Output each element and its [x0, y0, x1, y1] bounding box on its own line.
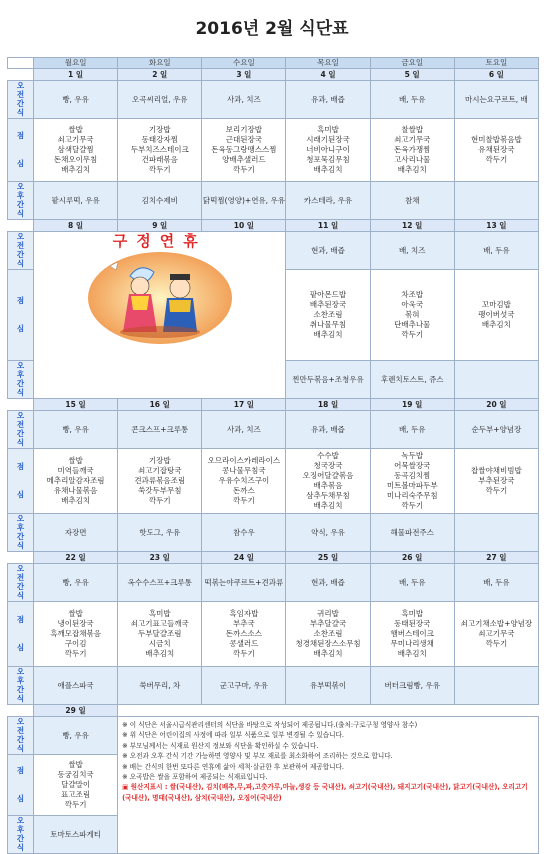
holiday-illustration [34, 246, 285, 346]
menu-item: 흑임자밥 [229, 609, 259, 618]
menu-item: 구이김 [64, 639, 87, 648]
holiday-title: 구정연휴 [112, 232, 207, 250]
spacer-cell [8, 705, 34, 717]
menu-item: 배추김치 [313, 165, 343, 174]
row-label-text: 오전간식 [16, 717, 25, 753]
menu-item: 깍두기 [64, 800, 87, 809]
lunch-cell [118, 449, 202, 514]
pm-snack-cell: 쑥버무리, 차 [118, 667, 202, 705]
menu-item: 쌀밥 [68, 456, 83, 465]
menu-item: 찹쌀야채비빔밥 [471, 466, 522, 475]
am-snack-cell: 배, 두유 [370, 81, 454, 119]
menu-item: 녹두밥 [401, 451, 424, 460]
menu-item: 콩나물무침국 [222, 466, 266, 475]
menu-item: 꼬마김밥 [481, 300, 511, 309]
menu-item: 달걀말이 [61, 780, 91, 789]
menu-item: 깍두기 [485, 639, 508, 648]
row-label-text: 점심 [16, 615, 25, 652]
date-cell: 24 일 [202, 552, 286, 564]
menu-item: 쌀밥 [68, 609, 83, 618]
date-cell: 29 일 [34, 705, 118, 717]
am-snack-cell: 유과, 배즙 [286, 81, 370, 119]
menu-item: 무미나리생채 [390, 639, 434, 648]
pm-snack-cell: 김치수제비 [118, 182, 202, 220]
pm-snack-cell: 토마토스파게티 [34, 816, 118, 854]
menu-item: 취나물무침 [309, 320, 347, 329]
date-cell: 12 일 [370, 220, 454, 232]
menu-item: 배추김치 [313, 649, 343, 658]
pm-snack-cell: 닭떡찜(영양)+연유, 우유 [202, 182, 286, 220]
menu-item: 쇠고기무국 [57, 135, 94, 144]
date-cell: 5 일 [370, 69, 454, 81]
row-label [8, 717, 34, 755]
lunch-cell [454, 270, 538, 361]
am-snack-cell: 현과, 배즙 [286, 564, 370, 602]
menu-item: 배추김치 [61, 165, 91, 174]
lunch-cell [34, 602, 118, 667]
lunch-cell [202, 119, 286, 182]
lunch-cell [118, 119, 202, 182]
pm-snack-cell [454, 182, 538, 220]
row-label-text: 오후간식 [16, 514, 25, 550]
menu-item: 고사리나물 [394, 155, 431, 164]
note-line: ※ 오전과 오후 간식 기간 가능하면 영양사 및 부모 재료를 최소화하여 조리하는 것으로 합니다. [122, 752, 393, 761]
am-snack-cell: 사과, 치즈 [202, 411, 286, 449]
day-header: 토요일 [454, 58, 538, 69]
menu-item: 동곡김치찜 [394, 471, 431, 480]
row-label [8, 602, 34, 667]
menu-item: 오므라이스카레라이스 [207, 456, 281, 465]
spacer-cell [8, 69, 34, 81]
date-cell: 19 일 [370, 399, 454, 411]
lunch-cell [370, 449, 454, 514]
am-snack-cell: 빵, 우유 [34, 81, 118, 119]
am-snack-cell: 배, 두유 [454, 564, 538, 602]
menu-item: 돈까스 [233, 486, 255, 495]
row-label-text: 오후간식 [16, 361, 25, 397]
am-snack-cell: 현과, 배즙 [286, 232, 370, 270]
row-label [8, 564, 34, 602]
row-label-text: 오후간식 [16, 182, 25, 218]
pm-snack-cell [454, 514, 538, 552]
menu-item: 기장밥 [148, 125, 171, 134]
row-label [8, 816, 34, 854]
menu-item: 소찬조림 [313, 629, 343, 638]
menu-item: 차조밥 [401, 290, 424, 299]
menu-item: 두부달걀조림 [137, 629, 182, 638]
menu-item: 배추김치 [481, 320, 511, 329]
lunch-cell [286, 449, 370, 514]
am-snack-cell: 배, 두유 [370, 564, 454, 602]
pm-snack-cell: 애플스파국 [34, 667, 118, 705]
spacer-cell [8, 220, 34, 232]
menu-item: 배추김치 [313, 501, 343, 510]
day-header: 화요일 [118, 58, 202, 69]
pm-snack-cell: 참수우 [202, 514, 286, 552]
blank-cell [118, 705, 539, 717]
menu-item: 깍두기 [233, 165, 255, 174]
menu-item: 냉이된장국 [57, 619, 94, 628]
lunch-cell [286, 119, 370, 182]
row-label [8, 232, 34, 270]
lunch-cell [286, 602, 370, 667]
menu-item: 동태된장국 [394, 619, 431, 628]
date-cell: 9 일 [118, 220, 202, 232]
row-label [8, 667, 34, 705]
pm-snack-cell: 버터크림빵, 우유 [370, 667, 454, 705]
am-snack-cell: 순두부+양념장 [454, 411, 538, 449]
menu-item: 돈까스소스 [225, 629, 262, 638]
am-snack-cell: 오곡씨리얼, 우유 [118, 81, 202, 119]
menu-item: 쇠고기표고들깨국 [130, 619, 189, 628]
menu-item: 팥아몬드밥 [309, 290, 347, 299]
menu-item: 깍두기 [148, 496, 171, 505]
menu-item: 시금치 [148, 639, 171, 648]
lunch-cell [454, 602, 538, 667]
menu-item: 깍두기 [485, 486, 508, 495]
menu-item: 배추김치 [313, 330, 343, 339]
menu-item: 두부치즈스테이크 [130, 145, 189, 154]
am-snack-cell: 배, 두유 [370, 411, 454, 449]
menu-item: 돈육가쟁찜 [394, 145, 431, 154]
menu-item: 배추김치 [397, 165, 427, 174]
date-cell: 18 일 [286, 399, 370, 411]
spacer-cell [8, 552, 34, 564]
menu-item: 미트볼마파두부 [386, 481, 438, 490]
pm-snack-cell: 찐만두볶음+조청우유 [286, 361, 370, 399]
row-label-text: 오전간식 [16, 564, 25, 600]
date-cell: 25 일 [286, 552, 370, 564]
lunch-cell [202, 449, 286, 514]
date-cell: 17 일 [202, 399, 286, 411]
menu-item: 흑미밥 [148, 609, 171, 618]
am-snack-cell: 콘크스프+크루통 [118, 411, 202, 449]
row-label [8, 182, 34, 220]
note-line: ※ 이 식단은 서울시급식관리센터의 식단을 바탕으로 작성되어 제공됩니다.(출처:구로구청 영양사 참수) [122, 721, 418, 729]
menu-item: 깍두기 [148, 165, 171, 174]
menu-item: 동궁김치국 [57, 770, 94, 779]
note-line: ※ 부모님께서는 식재료 원산지 정보와 식단을 확인하실 수 있습니다. [122, 741, 319, 750]
menu-item: 시래기된장국 [306, 135, 350, 144]
row-label [8, 755, 34, 816]
menu-item: 삼색달걀찜 [57, 145, 94, 154]
row-label [8, 514, 34, 552]
menu-item: 쌀밥 [68, 760, 83, 769]
menu-table [7, 57, 539, 854]
menu-item: 햄버스테이크 [390, 629, 434, 638]
pm-snack-cell: 후렌치토스트, 쥬스 [370, 361, 454, 399]
menu-item: 배추김치 [145, 649, 175, 658]
row-label-text: 오후간식 [16, 667, 25, 703]
date-cell: 22 일 [34, 552, 118, 564]
date-cell: 26 일 [370, 552, 454, 564]
date-cell: 20 일 [454, 399, 538, 411]
date-cell: 1 일 [34, 69, 118, 81]
menu-item: 청경채된장스소무침 [295, 639, 361, 648]
lunch-cell [370, 119, 454, 182]
menu-item: 유채된장국 [478, 145, 515, 154]
lunch-cell [202, 602, 286, 667]
menu-item: 보리기장밥 [225, 125, 262, 134]
pm-snack-cell: 군고구마, 우유 [202, 667, 286, 705]
menu-item: 오징어달걀볶음 [302, 471, 354, 480]
day-header: 수요일 [202, 58, 286, 69]
menu-item: 건파래볶음 [141, 155, 178, 164]
am-snack-cell: 배, 치즈 [370, 232, 454, 270]
menu-item: 현미찰밥볶음밥 [471, 135, 522, 144]
am-snack-cell: 사과, 치즈 [202, 81, 286, 119]
menu-item: 쇠고기무국 [478, 629, 515, 638]
row-label-text: 오후간식 [16, 816, 25, 852]
menu-item: 양배추샐러드 [222, 155, 266, 164]
menu-item: 삼추두채무침 [306, 491, 350, 500]
holiday-cell [34, 232, 286, 399]
row-label-text: 점심 [16, 131, 25, 168]
corner-cell [8, 58, 34, 69]
menu-item: 찰쌀밥 [401, 125, 424, 134]
pm-snack-cell: 해물파전주스 [370, 514, 454, 552]
menu-item: 깍두기 [401, 501, 424, 510]
menu-item: 깍두기 [401, 330, 424, 339]
menu-item: 수수밥 [317, 451, 339, 460]
lunch-cell [34, 449, 118, 514]
am-snack-cell: 빵, 우유 [34, 564, 118, 602]
menu-item: 깍두기 [233, 496, 255, 505]
menu-item: 쇠고기무국 [394, 135, 431, 144]
am-snack-cell: 옥수수스프+크루통 [118, 564, 202, 602]
am-snack-cell: 떡볶는야쿠르트+견과류 [202, 564, 286, 602]
lunch-cell [286, 270, 370, 361]
row-label [8, 81, 34, 119]
menu-item: 흑깨모잡채볶음 [50, 629, 101, 638]
pm-snack-cell: 참채 [370, 182, 454, 220]
menu-item: 흑미밥 [317, 125, 339, 134]
menu-item: 배추김치 [397, 649, 427, 658]
lunch-cell [118, 602, 202, 667]
menu-item: 메추리알감자조림 [46, 476, 105, 485]
day-header: 목요일 [286, 58, 370, 69]
menu-item: 부추국 [233, 619, 255, 628]
pm-snack-cell: 핫도그, 우유 [118, 514, 202, 552]
date-cell: 3 일 [202, 69, 286, 81]
menu-item: 너비아니구이 [306, 145, 350, 154]
menu-item: 어묵쌀장국 [394, 461, 431, 470]
row-label-text: 점심 [16, 766, 25, 803]
menu-item: 쇠고기잡탕국 [137, 466, 182, 475]
lunch-cell [454, 449, 538, 514]
date-cell: 16 일 [118, 399, 202, 411]
date-cell: 13 일 [454, 220, 538, 232]
menu-item: 청포묵김무침 [306, 155, 350, 164]
row-label [8, 119, 34, 182]
spacer-cell [8, 399, 34, 411]
note-line: ※ 오곡밥은 쌀을 포함하여 제공되는 식재료입니다. [122, 773, 268, 782]
pm-snack-cell: 약식, 우유 [286, 514, 370, 552]
lunch-cell [34, 755, 118, 816]
menu-item: 배추볶음 [313, 481, 343, 490]
pm-snack-cell: 팥시루떡, 우유 [34, 182, 118, 220]
menu-item: 쇠고기채소밥+양념장 [460, 619, 533, 628]
menu-item: 흑미밥 [401, 609, 424, 618]
menu-item: 아욱국 [401, 300, 424, 309]
note-line: ※ 위 식단은 어린이집의 사정에 따라 일부 식품으로 일부 변경될 수 있습니다. [122, 731, 344, 740]
row-label-text: 오전간식 [16, 81, 25, 117]
menu-item: 깍두기 [485, 155, 508, 164]
origin-line: ▣ 원산지표시 : 쌀(국내산), 김치(배추,무,파,고춧가루,마늘,생강 등 국내산), 쇠고기(국내산), 돼지고기(국내산), 닭고기(국내산), 오리고기(국내산), 명태(국내산), 삼치(국내산), 오징어(국내산) [122, 783, 528, 802]
date-cell: 11 일 [286, 220, 370, 232]
lunch-cell [34, 119, 118, 182]
menu-item: 근대된장국 [225, 135, 262, 144]
menu-item: 유채나물볶음 [53, 486, 98, 495]
menu-item: 부추달걀국 [309, 619, 347, 628]
menu-item: 귀리밥 [317, 609, 339, 618]
am-snack-cell: 빵, 우유 [34, 411, 118, 449]
row-label-text: 오전간식 [16, 232, 25, 268]
menu-item: 볶혀 [404, 310, 420, 319]
page-title: 2016년 2월 식단표 [195, 19, 349, 39]
menu-item: 배추된장국 [309, 300, 347, 309]
menu-item: 단배추나물 [394, 320, 431, 329]
menu-item: 동태강자찜 [141, 135, 178, 144]
menu-item: 표고조림 [61, 790, 91, 799]
date-cell: 2 일 [118, 69, 202, 81]
row-label [8, 449, 34, 514]
row-label [8, 270, 34, 361]
date-cell: 6 일 [454, 69, 538, 81]
pm-snack-cell [454, 667, 538, 705]
pm-snack-cell: 카스테라, 우유 [286, 182, 370, 220]
lunch-cell [370, 602, 454, 667]
row-label [8, 411, 34, 449]
date-cell: 27 일 [454, 552, 538, 564]
menu-item: 부추된장국 [478, 476, 515, 485]
am-snack-cell: 배, 두유 [454, 232, 538, 270]
am-snack-cell: 유과, 배즙 [286, 411, 370, 449]
menu-item: 쌀밥 [68, 125, 83, 134]
row-label [8, 361, 34, 399]
day-header: 금요일 [370, 58, 454, 69]
menu-item: 견과류볶음조림 [134, 476, 186, 485]
menu-item: 팽이버섯국 [478, 310, 515, 319]
menu-item: 돈채오이무침 [53, 155, 98, 164]
menu-item: 깍두기 [233, 649, 255, 658]
date-cell: 23 일 [118, 552, 202, 564]
date-cell: 15 일 [34, 399, 118, 411]
lunch-cell [370, 270, 454, 361]
menu-item: 청국장국 [313, 461, 343, 470]
menu-item: 깍두기 [64, 649, 87, 658]
pm-snack-cell [454, 361, 538, 399]
menu-item: 쑥갓두부무침 [137, 486, 182, 495]
pm-snack-cell: 유부떡볶이 [286, 667, 370, 705]
menu-item: 미나리숙주무침 [386, 491, 438, 500]
note-line: ※ 배는 간식의 한번 또다른 연휴에 삶아 세척·살균한 후 보관하여 제공합니다. [122, 762, 344, 771]
day-header: 월요일 [34, 58, 118, 69]
lunch-cell [454, 119, 538, 182]
row-label-text: 점심 [16, 296, 25, 333]
menu-item: 돈육동그랑땡스스찜 [211, 145, 277, 154]
menu-item: 기장밥 [148, 456, 171, 465]
row-label-text: 오전간식 [16, 411, 25, 447]
row-label-text: 점심 [16, 462, 25, 499]
menu-item: 소찬조림 [313, 310, 343, 319]
menu-item: 우유수치즈구이 [218, 476, 270, 485]
pm-snack-cell: 자장면 [34, 514, 118, 552]
date-cell: 4 일 [286, 69, 370, 81]
notes-box [118, 717, 539, 854]
date-cell: 8 일 [34, 220, 118, 232]
am-snack-cell: 빵, 우유 [34, 717, 118, 755]
date-cell: 10 일 [202, 220, 286, 232]
am-snack-cell: 마시는요구르트, 배 [454, 81, 538, 119]
menu-item: 배추김치 [61, 496, 91, 505]
menu-item: 미역들깨국 [57, 466, 94, 475]
menu-item: 콩샐러드 [229, 639, 259, 648]
